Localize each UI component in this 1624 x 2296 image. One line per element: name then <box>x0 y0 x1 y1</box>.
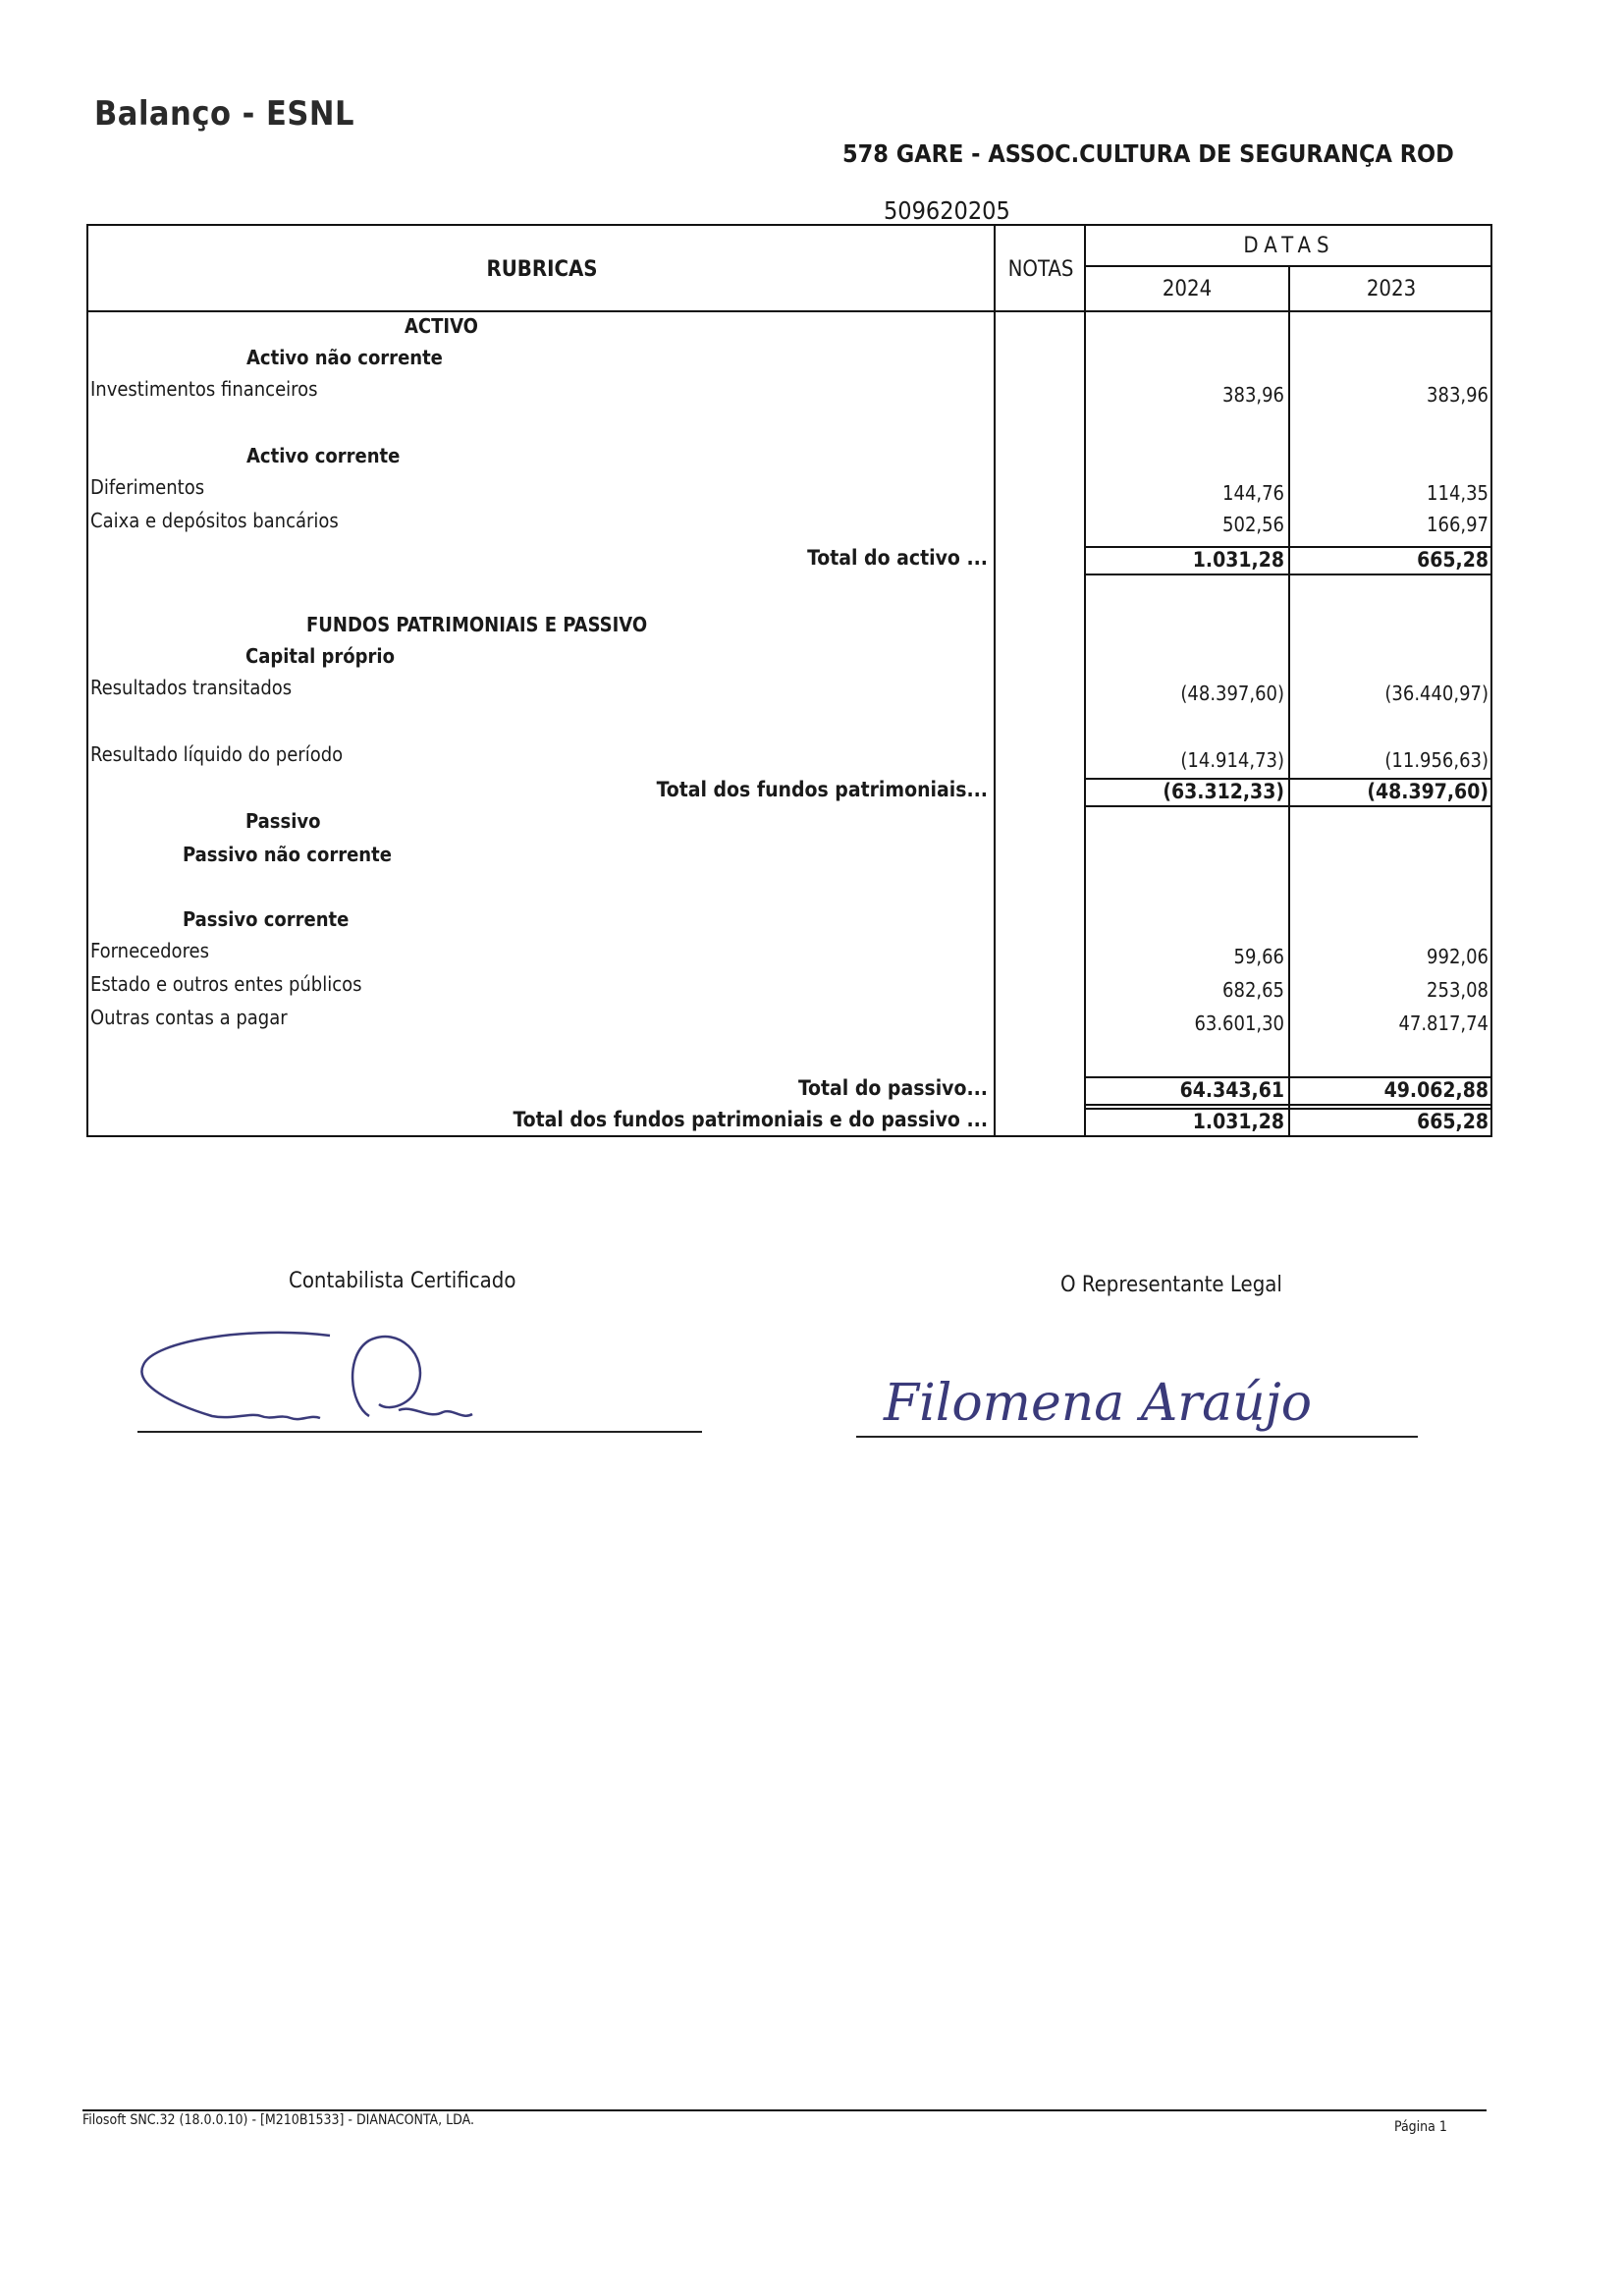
row-label: Diferimentos <box>90 475 205 499</box>
total-passivo-2024: 64.343,61 <box>1179 1078 1284 1102</box>
total-activo-label: Total do activo ... <box>807 546 988 570</box>
section-activo-corrente: Activo corrente <box>246 444 401 467</box>
page-number: Página 1 <box>1394 2119 1447 2135</box>
total-activo-2024: 1.031,28 <box>1192 548 1284 572</box>
value-2023: (11.956,63) <box>1384 748 1489 772</box>
legal-representative-label: O Representante Legal <box>1060 1273 1282 1297</box>
value-2023: 253,08 <box>1427 978 1489 1002</box>
column-divider <box>994 226 996 1135</box>
legal-representative-signature-line <box>856 1436 1418 1438</box>
entity-nif: 509620205 <box>884 196 1010 225</box>
section-passivo-corrente: Passivo corrente <box>183 907 350 931</box>
accountant-label: Contabilista Certificado <box>289 1269 516 1293</box>
entity-name: 578 GARE - ASSOC.CULTURA DE SEGURANÇA ROD <box>842 139 1454 168</box>
value-2024: 502,56 <box>1222 513 1284 536</box>
total-fundos-2023: (48.397,60) <box>1367 780 1489 803</box>
value-2024: 63.601,30 <box>1194 1011 1284 1035</box>
document-title: Balanço - ESNL <box>94 94 354 134</box>
value-2024: (48.397,60) <box>1180 682 1284 705</box>
row-label: Fornecedores <box>90 939 209 962</box>
section-activo-nao-corrente: Activo não corrente <box>246 346 443 369</box>
header-year-2024: 2024 <box>1162 276 1213 301</box>
footer-software: Filosoft SNC.32 (18.0.0.10) - [M210B1533] - DIANACONTA, LDA. <box>82 2112 474 2128</box>
legal-representative-signature-text: Filomena Araújo <box>884 1374 1313 1433</box>
total-fundos-label: Total dos fundos patrimoniais... <box>656 778 988 801</box>
row-label: Investimentos financeiros <box>90 377 318 401</box>
value-2023: 992,06 <box>1427 945 1489 968</box>
header-year-2023: 2023 <box>1366 276 1417 301</box>
total-passivo-label: Total do passivo... <box>797 1076 988 1100</box>
value-2023: 383,96 <box>1427 383 1489 407</box>
section-activo: ACTIVO <box>405 314 478 338</box>
accountant-signature-line <box>137 1431 702 1433</box>
header-datas: DATAS <box>1243 233 1335 258</box>
total-fundos-2024: (63.312,33) <box>1163 780 1284 803</box>
row-label: Estado e outros entes públicos <box>90 972 362 996</box>
section-passivo: Passivo <box>245 809 321 833</box>
value-2024: 144,76 <box>1222 481 1284 505</box>
section-fundos-passivo: FUNDOS PATRIMONIAIS E PASSIVO <box>306 613 648 636</box>
value-2024: (14.914,73) <box>1180 748 1284 772</box>
column-divider <box>1288 1108 1290 1137</box>
total-fundos-passivo-2024: 1.031,28 <box>1192 1110 1284 1133</box>
value-2024: 59,66 <box>1233 945 1284 968</box>
value-2024: 682,65 <box>1222 978 1284 1002</box>
total-fundos-passivo-label: Total dos fundos patrimoniais e do passivo ... <box>513 1108 988 1131</box>
legal-representative-signature <box>874 1355 1384 1444</box>
section-capital-proprio: Capital próprio <box>245 644 395 668</box>
column-divider <box>1288 265 1290 1135</box>
row-label: Caixa e depósitos bancários <box>90 509 339 532</box>
section-passivo-nao-corrente: Passivo não corrente <box>183 843 392 866</box>
value-2024: 383,96 <box>1222 383 1284 407</box>
column-divider <box>1288 1076 1290 1106</box>
total-passivo-2023: 49.062,88 <box>1383 1078 1489 1102</box>
accountant-signature <box>134 1326 624 1434</box>
row-label: Outras contas a pagar <box>90 1006 288 1029</box>
value-2023: 47.817,74 <box>1398 1011 1489 1035</box>
total-activo-2023: 665,28 <box>1417 548 1489 572</box>
value-2023: 114,35 <box>1427 481 1489 505</box>
row-label: Resultado líquido do período <box>90 742 344 766</box>
column-divider <box>1288 778 1290 807</box>
column-divider <box>1084 226 1086 1135</box>
value-2023: (36.440,97) <box>1384 682 1489 705</box>
footer-divider <box>82 2109 1487 2111</box>
header-notas: NOTAS <box>1007 256 1074 282</box>
balance-sheet-table <box>86 224 1492 1137</box>
column-divider <box>1288 546 1290 575</box>
value-2023: 166,97 <box>1427 513 1489 536</box>
row-label: Resultados transitados <box>90 676 293 699</box>
total-fundos-passivo-2023: 665,28 <box>1417 1110 1489 1133</box>
header-rubricas: RUBRICAS <box>486 256 598 282</box>
